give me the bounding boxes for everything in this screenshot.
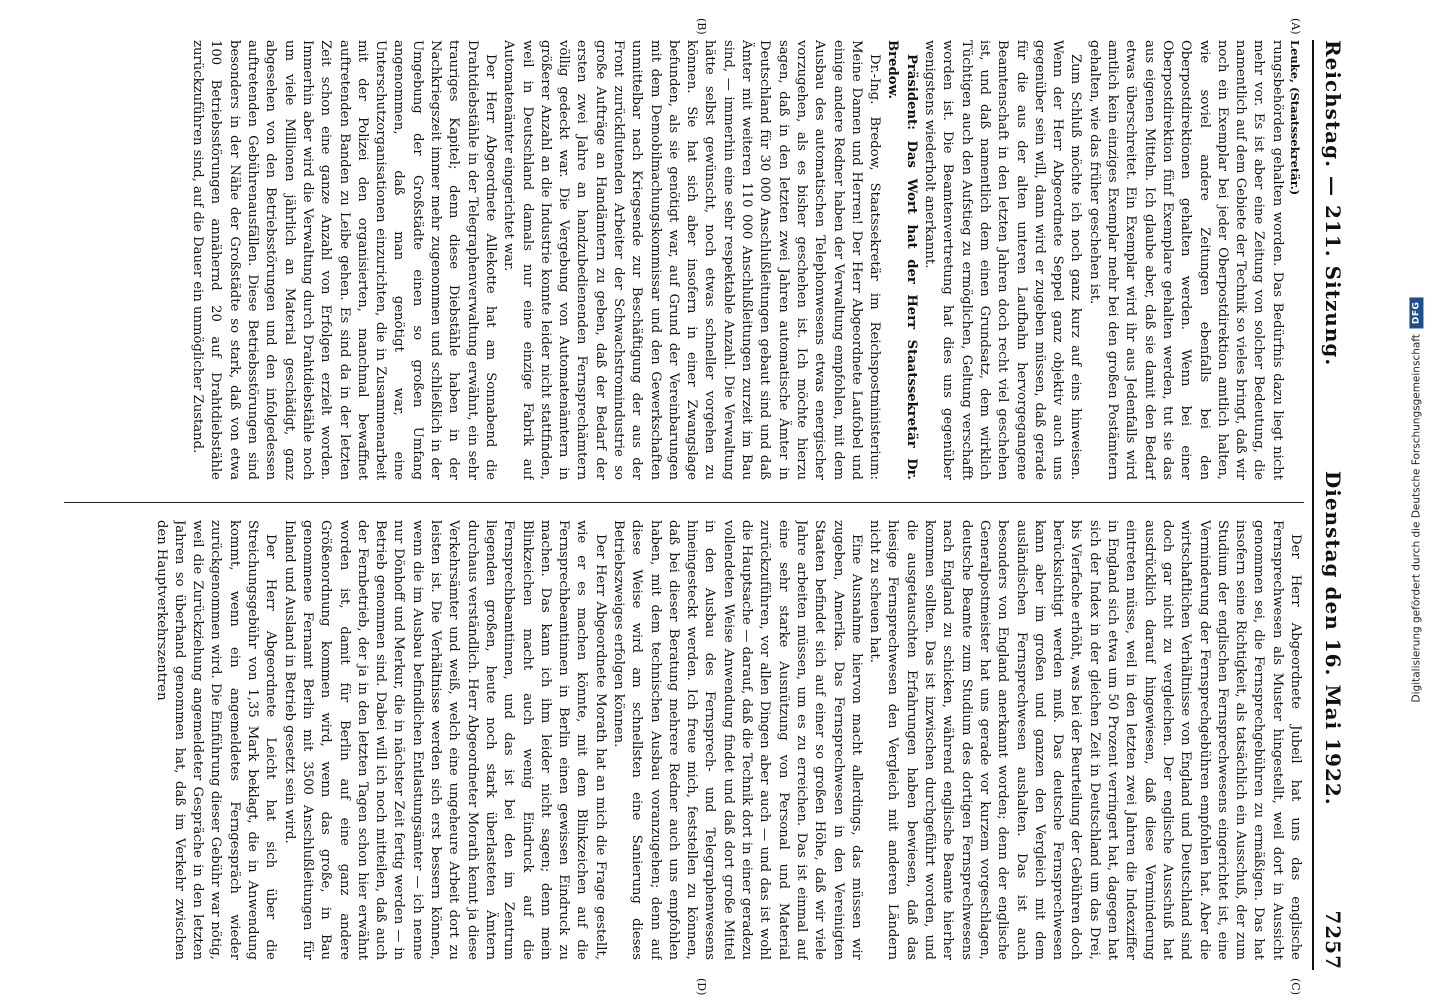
digitization-credit-text: Digitalisierung gefördert durch die Deutsche Forschungsgemeinschaft <box>1410 334 1422 703</box>
margin-marker-c: (C) <box>1289 978 1302 995</box>
president-statement: Präsident: Das Wort hat der Herr Staatssekretär Dr. Bredow. <box>885 40 919 480</box>
right-column <box>64 520 1304 960</box>
left-paragraph-3: Dr.-Ing. Bredow, Staatssekretär im Reichspostministerium: Meine Damen und Herren! Der Herr Abgeordnete Laufobel und einige andere Redner haben der Verwaltung empfohlen, mit dem Ausbau des automatischen Telephonwesens etwas energischer vorzugehen, als es bisher geschehen ist. Ich möchte hierzu sagen, daß in den letzten zwei Jahren automatische Ämter in Deutschland für 30 000 Anschlußleitungen gebaut sind und daß Ämter mit weiteren 110 000 Anschlußleitungen zurzeit im Bau sind, — immerhin eine sehr respektable Anzahl. Die Verwaltung hätte selbst gewünscht, noch etwas schneller vorgehen zu können. Sie hat sich aber insofern in einer Zwangslage befunden, als sie genötigt war, auf Grund der Vereinbarungen mit dem Demobilmachungskommissar und den Gewerkschaften unmittelbar nach Kriegsende zur Beschäftigung der aus der Front zurückflutenden Arbeiter der Schwachstromindustrie so große Aufträge an Handämtern zu geben, daß der Bedarf der ersten zwei Jahre an handzubedienenden Fernsprechämtern völlig gedeckt war. Die Vergebung von Automatenämtern in größerer Anzahl an die Industrie konnte leider nicht stattfinden, weil in Deutschland damals nur eine einzige Fabrik auf Automatenämter eingerichtet war. <box>501 40 883 480</box>
left-column <box>64 40 1304 480</box>
right-paragraph-2: Eine Ausnahme hiervon macht allerdings, das müssen wir zugeben, Amerika. Das Fernsprechwesen in den Vereinigten Staaten befindet sich auf einer so großen Höhe, daß wir viele Jahre arbeiten müssen, um es zu erreichen. Das ist einmal auf eine sehr starke Ausnützung von Personal und Material zurückzuführen, vor allen Dingen aber auch — und das ist wohl die Hauptsache — darauf, daß die Technik dort in einer geradezu vollendeten Weise Anwendung findet und daß dort große Mittel in den Ausbau des Fernsprech- und Telegraphenwesens hineingesteckt werden. Ich freue mich, feststellen zu können, daß bei dieser Beratung mehrere Redner auch uns empfohlen haben, mit dem technischen Ausbau voranzugehen; denn auf diese Weise wird am schnellsten eine Sanierung dieses Betriebszweiges erfolgen können. <box>611 520 864 960</box>
left-paragraph-2: Zum Schluß möchte ich noch ganz kurz auf eins hinweisen. Wenn der Herr Abgeordnete Seppel ganz objektiv auch uns gegenüber sein will, dann wird er zugeben müssen, daß gerade für die aus der alten unteren Laufbahn hervorgegangene Beamtenschaft in den letzten Jahren doch recht viel geschehen ist, und daß namentlich dem einen Grundsatz, dem wirklich Tüchtigen auch den Aufstieg zu ermöglichen, Geltung verschafft worden ist. Die Beamtenvertretung hat dies uns gegenüber wenigstens wiederholt anerkannt. <box>922 40 1084 480</box>
right-paragraph-1: Der Herr Abgeordnete Jubeil hat uns das englische Fernsprechwesen als Muster hingestellt, weil dort in Aussicht genommen sei, die Fernsprechgebühren zu ermäßigen. Das hat insofern seine Richtigkeit, als tatsächlich ein Ausschuß, der zum Studium der englischen Fernsprechwesens eingerichtet ist, eine Verminderung der Fernsprechgebühren empfohlen hat. Aber die wirtschaftlichen Verhältnisse von England und Deutschland sind doch gar nicht zu vergleichen. Der englische Ausschuß hat ausdrücklich darauf hingewiesen, daß diese Verminderung eintreten müsse, weil in den letzten zwei Jahren die Indexziffer in England sich etwa um 50 Prozent verringert hat, dagegen hat sich der Index in der gleichen Zeit in Deutschland um das Drei, bis Vierfache erhöht, was bei der Beurteilung der Gebühren doch berücksichtigt werden muß. Das deutsche Fernsprechwesen kann aber im großen und ganzen den Vergleich mit dem ausländischen Fernsprechwesen aushalten. Das ist auch besonders von England anerkannt worden; denn der englische Generalpostmeister hat uns gerade vor kurzem vorgeschlagen, deutsche Beamte zum Studium des dortigen Fernsprechwesens nach England zu schicken, während englische Beamte hierher kommen sollten. Das ist inzwischen durchgeführt worden, und die ausgetauschten Erfahrungen haben bewiesen, daß das hiesige Fernsprechwesen den Vergleich mit anderen Ländern nicht zu scheuen hat. <box>867 520 1303 960</box>
column-divider <box>64 502 1304 503</box>
left-paragraph-4: Der Herr Abgeordnete Allekotte hat am Sonnabend die Drahtdiebstähle in der Telegraphenverwaltung erwähnt, ein sehr trauriges Kapitel; denn diese Diebstähle haben in der Nachkriegszeit immer mehr zugenommen und schließlich in der Umgebung der Großstädte einen so großen Umfang angenommen, daß man genötigt war, eine Unterschutzorganisationen einzurichten, die in Zusammenarbeit mit der Polizei den organisierten, manchmal bewaffnet auftretenden Banden zu Leibe gehen. Es sind da in der letzten Zeit schon eine ganze Anzahl von Erfolgen erzielt worden. Immerhin aber wird die Verwaltung durch Drahtdiebstähle noch um viele Millionen jährlich an Material geschädigt, ganz abgesehen von den Betriebsstörungen und den infolgedessen auftretenden Gebührenausfällen. Diese Betriebsstörungen sind besonders in der Nähe der Großstädte so stark, daß von etwa 100 Betriebsstörungen annähernd 20 auf Drahtdiebstähle zurückzuführen sind, auf die Dauer ein unmöglicher Zustand. <box>190 40 498 480</box>
page-number: 7257 <box>1321 910 1345 970</box>
page-header <box>1318 40 1348 970</box>
running-head-date: Dienstag den 16. Mai 1922. <box>1321 470 1345 806</box>
running-head-left: Reichstag. — 211. Sitzung. <box>1321 40 1345 367</box>
left-paragraph-1: rungsbehörden gehalten worden. Das Bedürfnis dazu liegt nicht mehr vor. Es ist aber eine Zeitung von solcher Bedeutung, die namentlich auf dem Gebiete der Technik so vieles bringt, daß wir noch ein Exemplar bei jeder Oberpostdirektion amtlich halten, wie soviel andere Zeitungen ebenfalls bei den Oberpostdirektionen gehalten werden. Wenn bei einer Oberpostdirektion fünf Exemplare gehalten werden, tut sie das aus eigenen Mitteln. Ich glaube aber, daß sie damit den Bedarf etwas überschreitet. Ein Exemplar wird ihr aus Jedenfalls wird amtlich kein einziges Exemplar mehr bei den großen Postämtern gehalten, wie das früher geschehen ist. <box>1086 40 1285 480</box>
right-paragraph-4: Der Herr Abgeordnete Leicht hat sich über die Streichungsgebühr von 1,35 Mark beklagt, die in Anwendung kommt, wenn ein angemeldetes Ferngespräch wieder zurückgenommen wird. Die Einführung dieser Gebühr war nötig, weil die Zurückziehung angemeldeter Gespräche in den letzten Jahren so überhand genommen hat, daß im Verkehr zwischen den Hauptverkehrszentren <box>153 520 279 960</box>
dfg-logo: DFG <box>1409 298 1423 329</box>
digitization-credit <box>1405 10 1427 990</box>
document-page <box>58 18 1348 996</box>
header-rule <box>1312 40 1314 970</box>
margin-marker-d: (D) <box>695 978 708 996</box>
margin-marker-b: (B) <box>695 18 708 35</box>
right-paragraph-3: Der Herr Abgeordnete Morath hat an mich die Frage gestellt, wie er es machen könnte, mit dem Blinkzeichen auf die Fernsprechbeamtinnen in Berlin einen gewissen Eindruck zu machen. Das kann ich ihm leider nicht sagen; denn mein Blinkzeichen macht auch wenig Eindruck auf die Fernsprechbeamtinnen, und das ist bei den im Zentrum liegenden großen, heute noch stark überlasteten Ämtern durchaus verständlich. Herr Abgeordneter Morath kennt ja diese Verkehrsämter und weiß, welch eine ungeheure Arbeit dort zu leisten ist. Die Verhältnisse werden sich erst bessern können, wenn die im Ausbau befindlichen Entlastungsämter — ich nenne nur Dönhoff und Merkur, die in nächster Zeit fertig werden — in Betrieb genommen sind. Dabei will ich noch mitteilen, daß auch der Fernbetrieb, der ja in den letzten Tagen schon hier erwähnt worden ist, damit für Berlin auf eine ganz andere Größenordnung kommen wird, wenn das große, in Bau genommene Fernamt Berlin mit 3500 Anschlußleitungen für Inland und Ausland in Betrieb gesetzt sein wird. <box>281 520 608 960</box>
margin-marker-a: (A) <box>1289 18 1302 35</box>
speaker-continuation: Leuke, (Staatssekretär.) <box>1288 40 1302 196</box>
